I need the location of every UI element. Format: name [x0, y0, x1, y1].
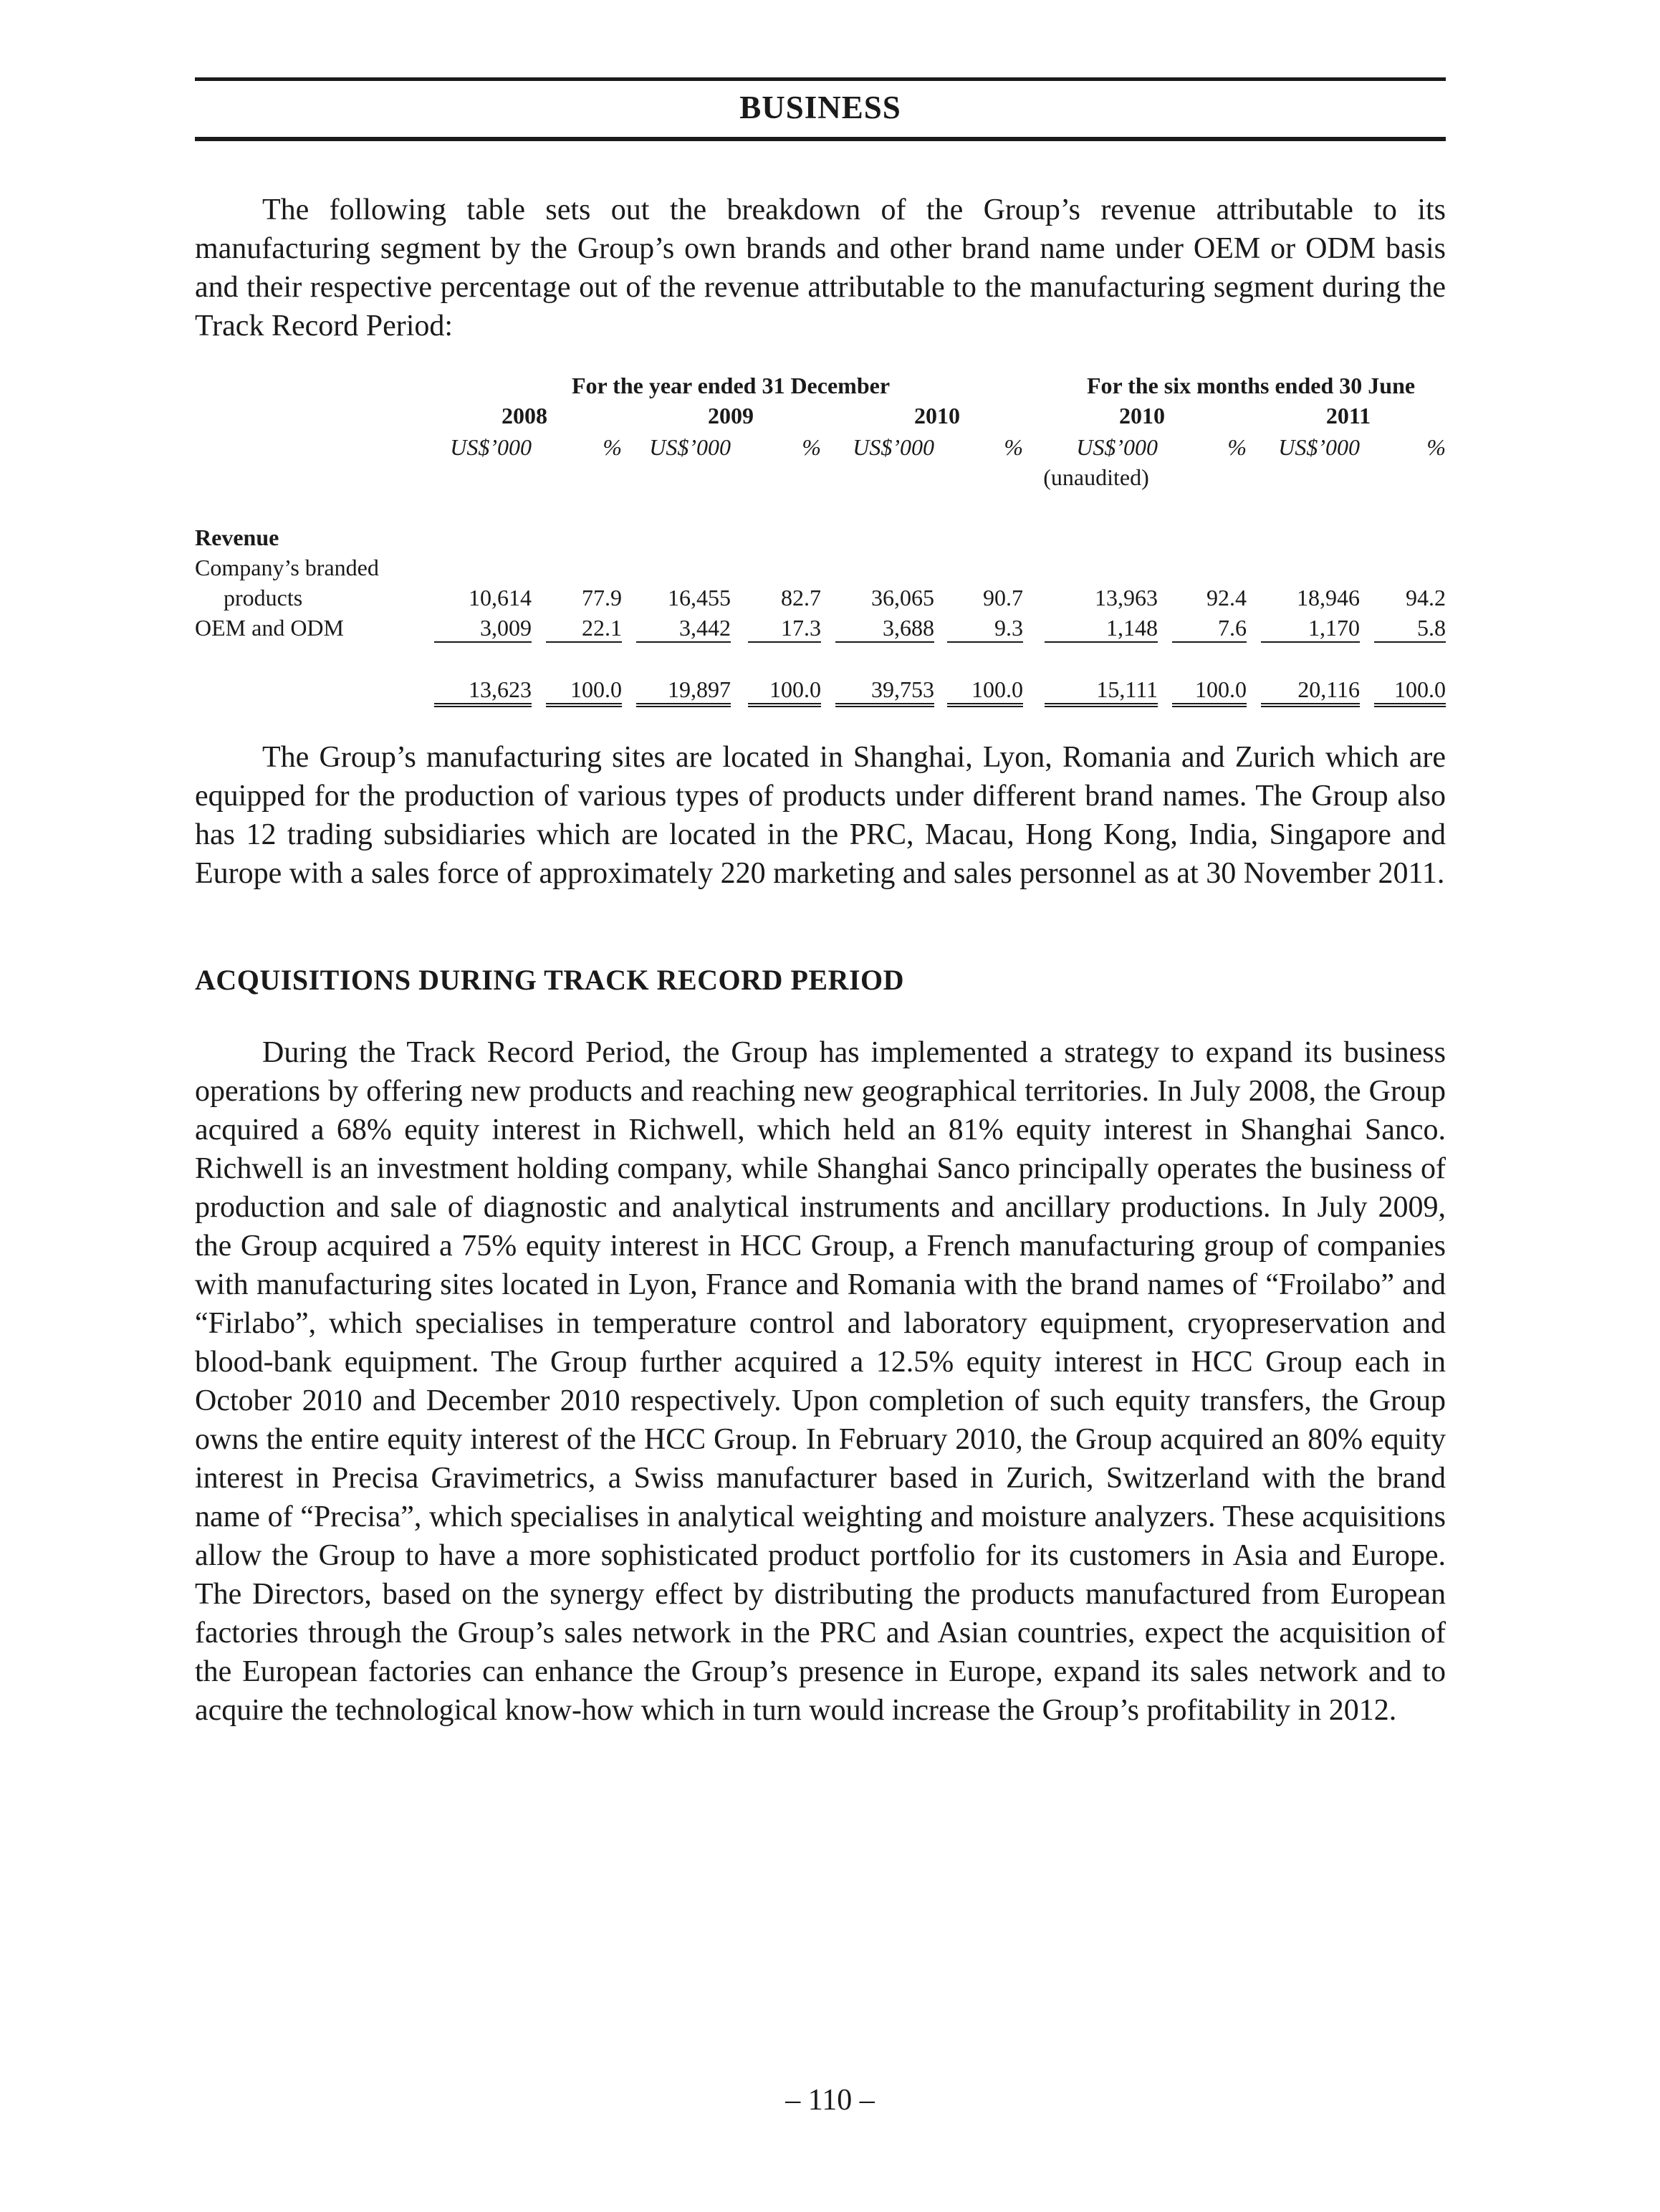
unit-2011-six: US$’000: [1278, 434, 1360, 460]
oem-2008-pct: 22.1: [546, 615, 622, 643]
total-2011-six-value: 20,116: [1261, 676, 1360, 707]
total-2009-pct: 100.0: [748, 676, 821, 707]
unaudited-note: (unaudited): [1043, 464, 1149, 490]
oem-2009-value: 3,442: [636, 615, 731, 643]
group-header-six-months: For the six months ended 30 June: [1086, 373, 1416, 398]
pct-2008: %: [603, 434, 622, 460]
page-number: – 110 –: [785, 2084, 875, 2117]
row-label-branded-cont: products: [224, 585, 303, 611]
year-2011-six-months: 2011: [1325, 403, 1371, 428]
pct-2011-six: %: [1426, 434, 1446, 460]
oem-2010-value: 3,688: [835, 615, 934, 643]
revenue-section-label: Revenue: [195, 525, 279, 550]
section-heading: ACQUISITIONS DURING TRACK RECORD PERIOD: [195, 964, 905, 996]
oem-2010-six-pct: 7.6: [1172, 615, 1247, 643]
total-2008-pct: 100.0: [546, 676, 622, 707]
branded-2008-value: 10,614: [469, 585, 532, 611]
pct-2009: %: [802, 434, 821, 460]
intro-paragraph: The following table sets out the breakdown of the Group’s revenue attributable to its manufacturing segment by the Group’s own brands and other brand name under OEM or ODM basis and their respective percentage out of the revenue attributable to the manufacturing segment during the Track Record Period:: [195, 193, 1446, 343]
oem-2010-six-value: 1,148: [1045, 615, 1158, 643]
total-2010-pct: 100.0: [947, 676, 1023, 707]
oem-2008-value: 3,009: [434, 615, 532, 643]
year-2010-six-months: 2010: [1119, 403, 1165, 428]
page-header-title: BUSINESS: [739, 90, 901, 125]
revenue-table: [0, 0, 1660, 738]
branded-2010-pct: 90.7: [983, 585, 1023, 611]
total-2009-value: 19,897: [636, 676, 731, 707]
row-label-branded: Company’s branded: [195, 555, 379, 580]
oem-2011-six-value: 1,170: [1261, 615, 1360, 643]
branded-2010-value: 36,065: [871, 585, 934, 611]
group-header-year: For the year ended 31 December: [571, 373, 891, 398]
total-2010-six-value: 15,111: [1045, 676, 1158, 707]
oem-2009-pct: 17.3: [748, 615, 821, 643]
total-2008-value: 13,623: [434, 676, 532, 707]
total-2010-six-pct: 100.0: [1172, 676, 1247, 707]
unit-2010-six: US$’000: [1076, 434, 1158, 460]
year-2009: 2009: [708, 403, 754, 428]
acquisitions-paragraph: During the Track Record Period, the Group has implemented a strategy to expand its business operations by offering new products and reaching new geographical territories. In July 2008, the Group acquired a 68% equity interest in Richwell, which held an 81% equity interest in Shanghai Sanco. Richwell is an investment holding company, while Shanghai Sanco principally operates the business of production and sale of diagnostic and analytical instruments and ancillary productions. In July 2009, the Group acquired a 75% equity interest in HCC Group, a French manufacturing group of companies with manufacturing sites located in Lyon, France and Romania with the brand names of “Froilabo” and “Firlabo”, which specialises in temperature control and laboratory equipment, cryopreservation and blood-bank equipment. The Group further acquired a 12.5% equity interest in HCC Group each in October 2010 and December 2010 respectively. Upon completion of such equity transfers, the Group owns the entire equity interest of the HCC Group. In February 2010, the Group acquired an 80% equity interest in Precisa Gravimetrics, a Swiss manufacturer based in Zurich, Switzerland with the brand name of “Precisa”, which specialises in analytical weighting and moisture analyzers. These acquisitions allow the Group to have a more sophisticated product portfolio for its customers in Asia and Europe. The Directors, based on the synergy effect by distributing the products manufactured from European factories through the Group’s sales network in the PRC and Asian countries, expect the acquisition of the European factories can enhance the Group’s presence in Europe, expand its sales network and to acquire the technological know-how which in turn would increase the Group’s profitability in 2012.: [195, 1036, 1446, 1727]
branded-2011-six-pct: 94.2: [1406, 585, 1446, 611]
branded-2010-six-pct: 92.4: [1206, 585, 1247, 611]
unit-2008: US$’000: [450, 434, 532, 460]
row-label-oem: OEM and ODM: [195, 615, 344, 641]
total-2011-six-pct: 100.0: [1374, 676, 1446, 707]
total-2010-value: 39,753: [835, 676, 934, 707]
year-2010: 2010: [914, 403, 960, 428]
pct-2010-six: %: [1227, 434, 1247, 460]
branded-2009-pct: 82.7: [781, 585, 821, 611]
unit-2009: US$’000: [649, 434, 731, 460]
manufacturing-sites-paragraph: The Group’s manufacturing sites are located in Shanghai, Lyon, Romania and Zurich which are equipped for the production of various types of products under different brand names. The Group also has 12 trading subsidiaries which are located in the PRC, Macau, Hong Kong, India, Singapore and Europe with a sales force of approximately 220 marketing and sales personnel as at 30 November 2011.: [195, 741, 1446, 890]
unit-2010: US$’000: [853, 434, 934, 460]
pct-2010: %: [1004, 434, 1023, 460]
branded-2011-six-value: 18,946: [1297, 585, 1360, 611]
year-2008: 2008: [502, 403, 547, 428]
oem-2010-pct: 9.3: [947, 615, 1023, 643]
branded-2008-pct: 77.9: [582, 585, 622, 611]
branded-2009-value: 16,455: [668, 585, 731, 611]
branded-2010-six-value: 13,963: [1095, 585, 1158, 611]
oem-2011-six-pct: 5.8: [1374, 615, 1446, 643]
